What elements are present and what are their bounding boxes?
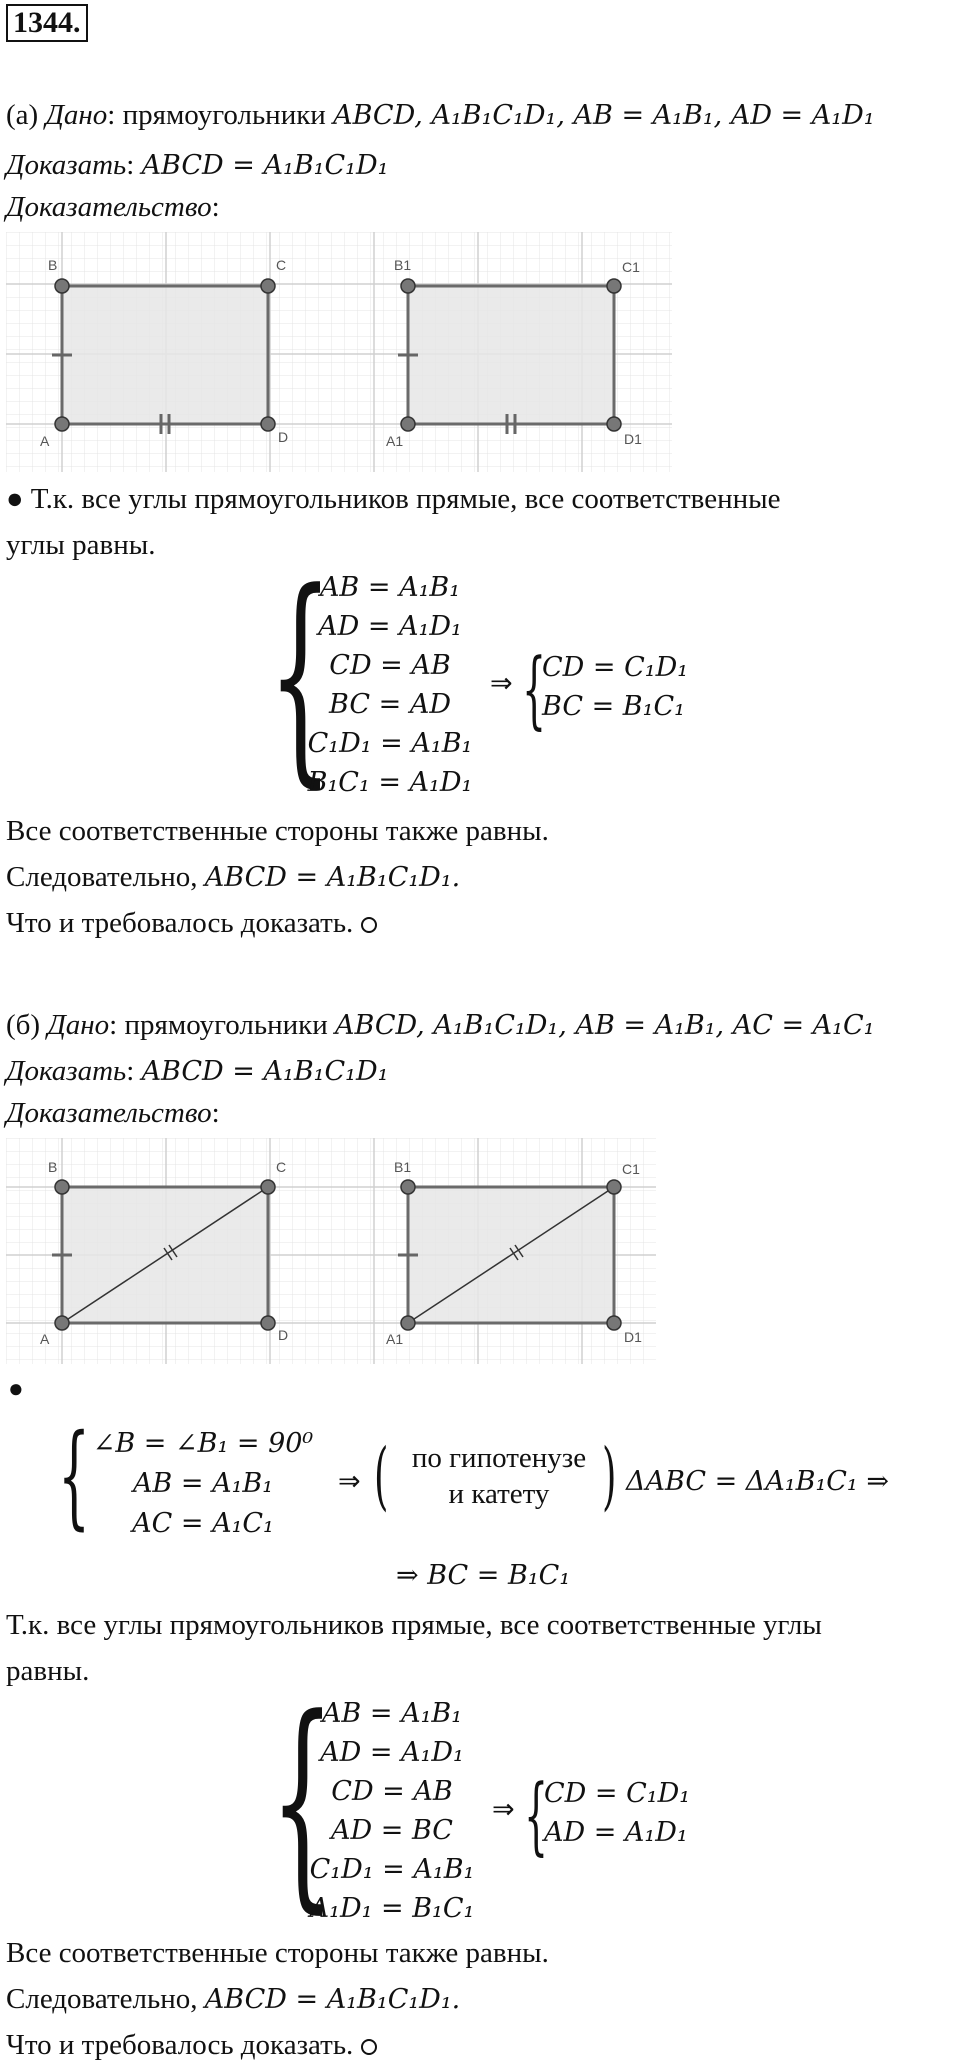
part-a-conclusion-2: Следовательно, ABCD = A₁B₁C₁D₁. [6,861,461,893]
label-d1: D1 [624,431,642,447]
rectangle-a1b1c1d1 [408,286,614,424]
vertex-point [261,1316,275,1330]
qed-circle-icon [361,2039,377,2055]
vertex-point [607,1316,621,1330]
triangle-equality: ΔABC = ΔA₁B₁C₁ ⇒ [626,1466,889,1497]
part-b-system-left: AB = A₁B₁ AD = A₁D₁ CD = AB AD = BC C₁D₁ = A₁B₁ A₁D₁ = B₁C₁ [309,1698,475,1924]
vertex-point [55,1180,69,1194]
left-paren: ( [374,1433,389,1519]
label-d1: D1 [624,1329,642,1345]
left-brace: { [524,1766,549,1864]
part-a-proof-label: Доказательство: [6,191,220,223]
label-d: D [278,429,289,445]
part-b-conclusion-1: Все соответственные стороны также равны. [6,1937,549,1969]
prove-label: Доказать [6,149,127,181]
part-a-prove: Доказать: ABCD = A₁B₁C₁D₁ [6,149,389,181]
part-a-qed: Что и требовалось доказать. [6,906,377,940]
vertex-point [401,1180,415,1194]
part-b-conclusion-2: Следовательно, ABCD = A₁B₁C₁D₁. [6,1983,461,2015]
figure-b [6,1138,656,1364]
vertex-point [401,417,415,431]
part-b-text-2: равны. [6,1655,90,1687]
left-brace: { [270,1670,335,1933]
label-b: B [48,257,58,273]
vertex-point [261,417,275,431]
label-b: B [48,1159,58,1175]
vertex-point [401,1316,415,1330]
part-b-given: (б) Дано: прямоугольники ABCD, A₁B₁C₁D₁, AB = A₁B₁, AC = A₁C₁ [6,1009,875,1041]
part-a-bullet-text-2: углы равны. [6,529,156,561]
vertex-point [55,417,69,431]
part-b-qed: Что и требовалось доказать. [6,2028,377,2062]
part-b-system-1: ∠B = ∠B₁ = 90⁰ AB = A₁B₁ AC = A₁C₁ [92,1428,314,1539]
part-b-text-1: Т.к. все углы прямоугольников прямые, все соответственные углы [6,1609,822,1641]
figure-a [6,232,672,472]
part-a-system-left: AB = A₁B₁ AD = A₁D₁ CD = AB BC = AD C₁D₁ = A₁B₁ B₁C₁ = A₁D₁ [307,572,473,798]
bc-result: ⇒ BC = B₁C₁ [396,1560,571,1591]
label-a: A [40,1331,50,1347]
label-c: C [276,257,287,273]
part-b-prove: Доказать: ABCD = A₁B₁C₁D₁ [6,1055,389,1087]
label-c: C [276,1159,287,1175]
label-c1: C1 [622,259,640,275]
label-b1: B1 [394,1159,412,1175]
part-b-proof-label: Доказательство: [6,1097,220,1129]
part-b-system-right: CD = C₁D₁ AD = A₁D₁ [544,1778,691,1848]
vertex-point [401,279,415,293]
vertex-point [55,1316,69,1330]
implies-arrow: ⇒ [338,1466,361,1497]
part-a-given [6,98,875,133]
criterion-note: по гипотенузе и катету [411,1442,587,1510]
vertex-point [607,1180,621,1194]
vertex-point [55,279,69,293]
vertex-point [261,1180,275,1194]
part-a-conclusion-1: Все соответственные стороны также равны. [6,815,549,847]
part-a-prefix: (а) [6,99,46,131]
implies-arrow: ⇒ [490,668,513,699]
vertex-point [607,279,621,293]
implies-arrow: ⇒ [492,1794,515,1825]
rectangle-abcd [62,286,268,424]
part-a-bullet-text-1: ● Т.к. все углы прямоугольников прямые, все соответственные [6,483,781,515]
right-paren: ) [602,1433,617,1519]
qed-circle-icon [361,917,377,933]
label-a1: A1 [386,1331,404,1347]
left-brace: { [268,544,333,807]
label-a1: A1 [386,433,404,449]
vertex-point [607,417,621,431]
left-brace: { [522,640,547,738]
given-label: Дано [45,99,108,131]
given-math: ABCD, A₁B₁C₁D₁, AB = A₁B₁, AD = A₁D₁ [333,100,875,131]
label-d: D [278,1327,289,1343]
problem-number: 1344. [6,4,88,42]
prove-math: ABCD = A₁B₁C₁D₁ [141,150,389,181]
part-a-system-right: CD = C₁D₁ BC = B₁C₁ [542,652,689,722]
label-b1: B1 [394,257,412,273]
label-a: A [40,433,50,449]
left-brace: { [58,1411,91,1541]
vertex-point [261,279,275,293]
part-b-bullet: ● [8,1374,24,1403]
label-c1: C1 [622,1161,640,1177]
given-text: : прямоугольники [107,99,334,131]
